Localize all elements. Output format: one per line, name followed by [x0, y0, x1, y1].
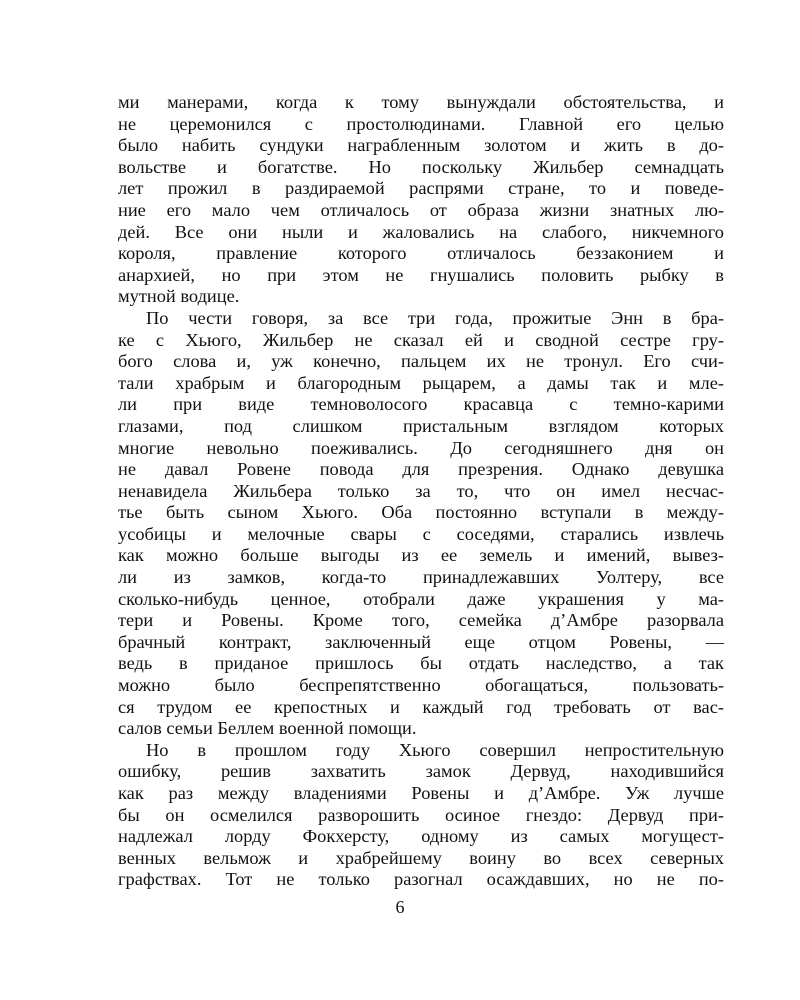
text-line: мутной водице.	[118, 286, 240, 307]
text-line: можно было беспрепятственно обогащаться, пользовать-	[118, 675, 724, 696]
text-line: Но в прошлом году Хьюго совершил непростительную	[146, 739, 724, 760]
text-line: надлежал лорду Фокхерсту, одному из самых могущест-	[118, 826, 724, 847]
text-line: не давал Ровене повода для презрения. Однако девушка	[118, 459, 724, 480]
text-line: сколько-нибудь ценное, отобрали даже украшения у ма-	[118, 588, 724, 609]
text-line: как раз между владениями Ровены и д’Амбре. Уж лучше	[118, 783, 724, 803]
text-line: как можно больше выгоды из ее земель и имений, вывез-	[118, 545, 724, 566]
text-line: вольстве и богатстве. Но поскольку Жильбер семнадцать	[118, 156, 724, 177]
text-line: многие невольно поеживались. До сегодняшнего дня он	[118, 437, 724, 458]
text-line: бы он осмелился разворошить осиное гнездо: Дервуд при-	[118, 804, 724, 825]
text-line: ся трудом ее крепостных и каждый год требовать от вас-	[118, 696, 724, 717]
text-line: тали храбрым и благородным рыцарем, а дамы так и мле-	[118, 372, 724, 393]
text-line: усобицы и мелочные свары с соседями, старались извлечь	[118, 523, 724, 544]
text-line: дей. Все они ныли и жаловались на слабого, никчемного	[118, 221, 724, 242]
text-line: лет прожил в раздираемой распрями стране, то и поведе-	[118, 178, 724, 199]
text-line: салов семьи Беллем военной помощи.	[118, 718, 417, 739]
text-line: графствах. Тот не только разогнал осаждавших, но не по-	[118, 869, 724, 890]
text-line: тери и Ровены. Кроме того, семейка д’Амбре разорвала	[118, 610, 724, 631]
text-line: анархией, но при этом не гнушались половить рыбку в	[118, 264, 724, 285]
text-line: было набить сундуки награбленным золотом и жить в до-	[118, 135, 724, 156]
text-line: ненавидела Жильбера только за то, что он имел несчас-	[118, 480, 724, 501]
text-line: венных вельмож и храбрейшему воину во всех северных	[118, 847, 724, 868]
text-line: ние его мало чем отличалось от образа жизни знатных лю-	[118, 199, 724, 220]
text-line: брачный контракт, заключенный еще отцом Ровены, —	[118, 631, 724, 652]
text-line: ми манерами, когда к тому вынуждали обстоятельства, и	[118, 92, 724, 112]
text-line: ли из замков, когда-то принадлежавших Уолтеру, все	[118, 567, 724, 588]
paragraph	[118, 308, 724, 740]
page-text	[118, 92, 724, 891]
text-line: не церемонился с простолюдинами. Главной его целью	[118, 113, 724, 134]
text-line: короля, правление которого отличалось беззаконием и	[118, 243, 724, 264]
paragraph	[118, 740, 724, 891]
page-number: 6	[395, 897, 405, 917]
text-line: ли при виде темноволосого красавца с темно-карими	[118, 394, 724, 415]
text-line: ке с Хьюго, Жильбер не сказал ей и сводной сестре гру-	[118, 329, 724, 350]
text-line: ведь в приданое пришлось бы отдать наследство, а так	[118, 653, 724, 674]
text-line: глазами, под слишком пристальным взглядом которых	[118, 415, 724, 436]
text-line: тье быть сыном Хьюго. Оба постоянно вступали в междy-	[118, 502, 724, 523]
paragraph	[118, 92, 724, 308]
text-line: ошибку, решив захватить замок Дервуд, находившийся	[118, 761, 724, 782]
text-line: По чести говоря, за все три года, прожитые Энн в бра-	[146, 307, 724, 328]
text-line: бого слова и, уж конечно, пальцем их не тронул. Его счи-	[118, 351, 724, 372]
